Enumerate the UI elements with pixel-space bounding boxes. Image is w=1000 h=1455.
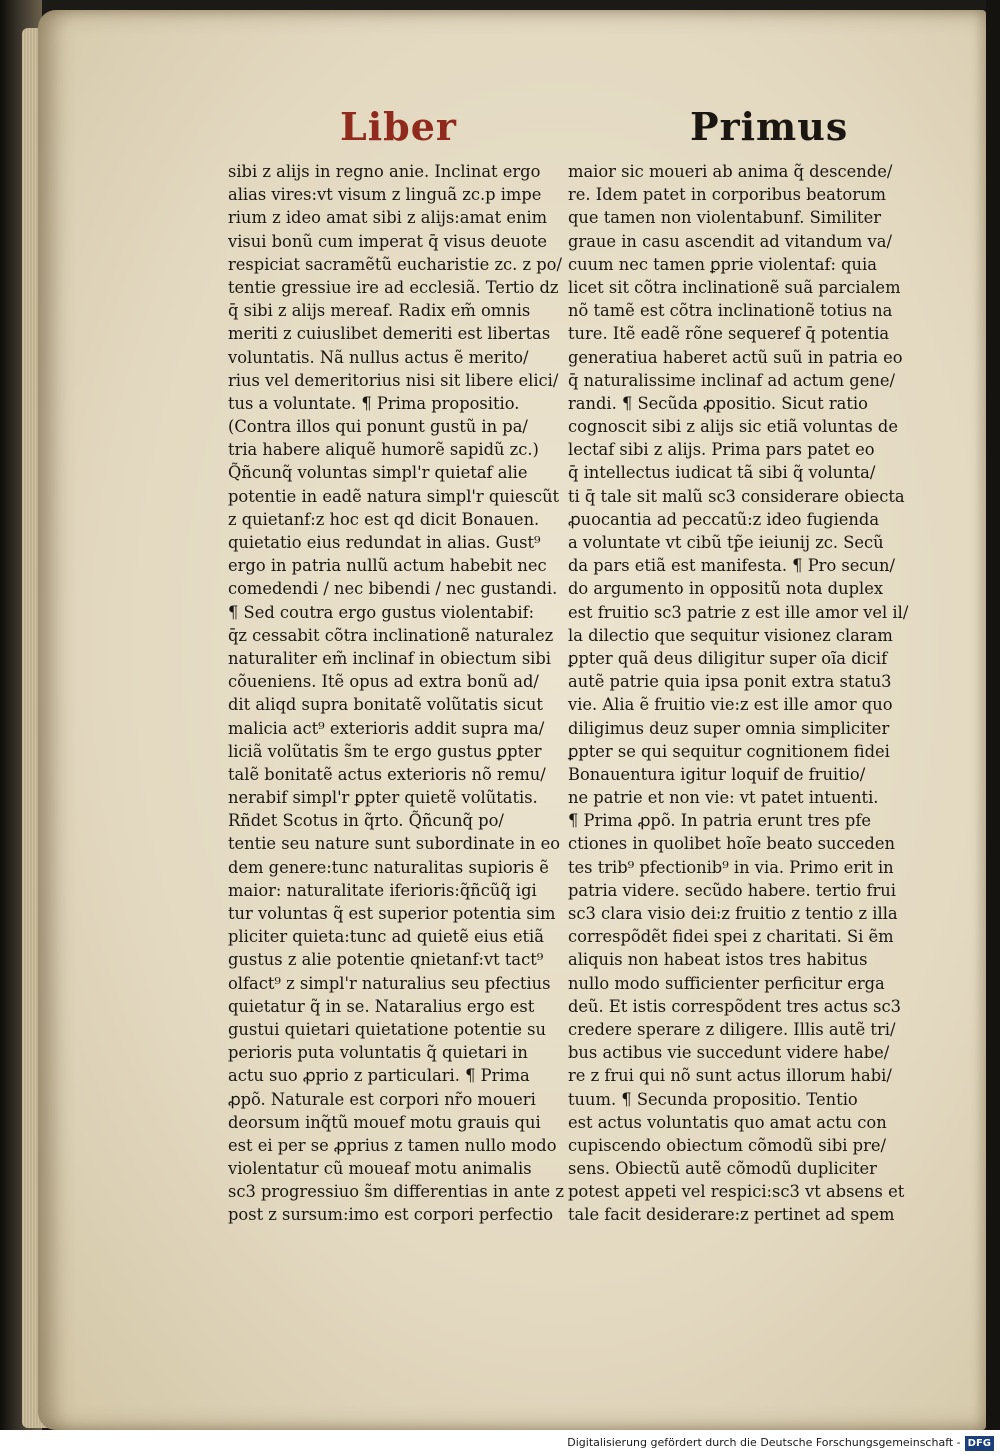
text-line: q̄ intellectus iudicat tã sibi q̃ volunta/ <box>568 463 876 483</box>
text-column-right <box>568 160 913 1227</box>
text-line: dem genere:tunc naturalitas supioris ẽ <box>228 857 549 877</box>
text-line: nullo modo sufficienter perficitur erga <box>568 973 885 993</box>
running-head-right <box>690 104 848 149</box>
text-line: sens. Obiectũ autẽ cõmodũ dupliciter <box>568 1159 877 1179</box>
text-line: lectaf sibi z alijs. Prima pars patet eo <box>568 440 875 460</box>
text-line: malicia act⁹ exterioris addit supra ma/ <box>228 718 545 738</box>
text-line: do argumento in oppositũ nota duplex <box>568 579 884 599</box>
text-line: est ei per se ꝓprius z tamen nullo modo <box>228 1135 557 1155</box>
text-line: maior sic moueri ab anima q̃ descende/ <box>568 162 893 181</box>
text-line: rium z ideo amat sibi z alijs:amat enim <box>228 208 548 228</box>
text-line: q̄z cessabit cõtra inclinationẽ naturalez <box>228 625 554 645</box>
text-line: sibi z alijs in regno anie. Inclinat ergo <box>228 162 541 181</box>
text-line: z quietanf:z hoc est qd dicit Bonauen. <box>228 509 540 529</box>
text-line: meriti z cuiuslibet demeriti est libertas <box>228 324 551 344</box>
text-line: tentie gressiue ire ad ecclesiã. Tertio dz <box>228 277 559 297</box>
text-line: ture. Itẽ eadẽ rõne sequeref q̄ potentia <box>568 324 890 344</box>
text-line: Bonauentura igitur loquif de fruitio/ <box>568 764 866 784</box>
text-line: randi. ¶ Secũda ꝓpositio. Sicut ratio <box>568 393 868 413</box>
text-line: gustui quietari quietatione potentie su <box>228 1019 546 1039</box>
text-line: q̄ naturalissime inclinaf ad actum gene/ <box>568 370 895 390</box>
running-head-left <box>340 104 457 149</box>
text-line: actu suo ꝓprio z particulari. ¶ Prima <box>228 1066 530 1086</box>
text-line: ergo in patria nullũ actum habebit nec <box>228 556 547 576</box>
text-column-left <box>228 160 564 1227</box>
text-line: ¶ Prima ꝓpõ. In patria erunt tres pfe <box>568 811 872 831</box>
text-line: ¶ Sed coutra ergo gustus violentabif: <box>228 602 535 622</box>
text-line: re z frui qui nõ sunt actus illorum habi/ <box>568 1066 892 1086</box>
text-line: la dilectio que sequitur visionez claram <box>568 625 893 645</box>
text-line: ti q̄ tale sit malũ sc3 considerare obiecta <box>568 486 905 506</box>
text-line: ne patrie et non vie: vt patet intuenti. <box>568 788 879 808</box>
text-line: maior: naturalitate iferioris:q̃ñcũq̃ igi <box>228 880 537 900</box>
text-line: nõ tamẽ est cõtra inclinationẽ totius na <box>568 301 893 321</box>
text-line: liciã volũtatis s̃m te ergo gustus ꝑpter <box>228 741 542 761</box>
text-line: correspõdẽt fidei spei z charitati. Si ẽm <box>568 927 894 947</box>
text-line: alias vires:vt visum z linguã zc.p impe <box>228 185 542 205</box>
digitization-footer <box>0 1430 1000 1455</box>
text-line: post z sursum:imo est corpori perfectio <box>228 1205 554 1225</box>
text-line: nerabif simpl'r ꝑpter quietẽ volũtatis. <box>228 788 538 808</box>
text-line: ꝓuocantia ad peccatũ:z ideo fugienda <box>568 509 880 529</box>
text-line: perioris puta voluntatis q̃ quietari in <box>228 1043 528 1063</box>
text-line: olfact⁹ z simpl'r naturalius seu pfectius <box>228 973 551 993</box>
text-line: dit aliqd supra bonitatẽ volũtatis sicut <box>228 695 543 715</box>
text-line: tale facit desiderare:z pertinet ad spem <box>568 1205 895 1225</box>
text-line: sc3 progressiuo s̃m differentias in ante z <box>228 1182 564 1202</box>
text-line: diligimus deuz super omnia simpliciter <box>568 718 890 738</box>
text-line: quietatio eius redundat in alias. Gust⁹ <box>228 533 541 552</box>
running-head-right-text: Primus <box>690 104 849 149</box>
text-line: Q̃ñcunq̃ voluntas simpl'r quietaf alie <box>228 463 528 483</box>
text-line: re. Idem patet in corporibus beatorum <box>568 185 886 205</box>
text-line: quietatur q̃ in se. Nataralius ergo est <box>228 996 535 1016</box>
text-line: vie. Alia ẽ fruitio vie:z est ille amor quo <box>568 695 893 715</box>
text-line: autẽ patrie quia ipsa ponit extra statu3 <box>568 672 892 692</box>
text-line: naturaliter em̃ inclinaf in obiectum sibi <box>228 648 552 668</box>
text-line: licet sit cõtra inclinationẽ suã parcialem <box>568 277 901 297</box>
text-line: rius vel demeritorius nisi sit libere elici/ <box>228 370 559 390</box>
text-line: potentie in eadẽ natura simpl'r quiescũt <box>228 486 560 506</box>
text-line: patria videre. secũdo habere. tertio frui <box>568 880 896 900</box>
text-line: q̄ sibi z alijs mereaf. Radix em̃ omnis <box>228 301 531 321</box>
text-line: tuum. ¶ Secunda propositio. Tentio <box>568 1089 858 1109</box>
text-line: bus actibus vie succedunt videre habe/ <box>568 1043 890 1063</box>
text-line: tur voluntas q̃ est superior potentia sim <box>228 904 556 923</box>
text-line: cupiscendo obiectum cõmodũ sibi pre/ <box>568 1135 886 1155</box>
text-line: talẽ bonitatẽ actus exterioris nõ remu/ <box>228 764 546 784</box>
footer-text: Digitalisierung gefördert durch die Deutsche Forschungsgemeinschaft - <box>567 1436 961 1449</box>
text-line: tes trib⁹ pfectionib⁹ in via. Primo erit in <box>568 857 894 877</box>
text-line: est fruitio sc3 patrie z est ille amor vel il/ <box>568 602 909 622</box>
text-line: tria habere aliquẽ humorẽ sapidũ zc.) <box>228 440 539 460</box>
text-line: ꝓpõ. Naturale est corpori nr̃o moueri <box>228 1089 536 1109</box>
text-line: ꝑpter se qui sequitur cognitionem fidei <box>568 741 890 761</box>
text-line: cuum nec tamen ꝑprie violentaf: quia <box>568 254 877 274</box>
running-head-left-text: Liber <box>340 104 457 149</box>
text-line: pliciter quieta:tunc ad quietẽ eius etiã <box>228 927 544 947</box>
text-line: a voluntate vt cibũ tp̃e ieiunij zc. Secũ <box>568 533 884 552</box>
text-line: tus a voluntate. ¶ Prima propositio. <box>228 393 520 413</box>
text-line: violentatur cũ moueaf motu animalis <box>228 1159 532 1179</box>
text-line: generatiua haberet actũ suũ in patria eo <box>568 347 903 367</box>
text-line: aliquis non habeat istos tres habitus <box>568 950 868 970</box>
text-line: deũ. Et istis correspõdent tres actus sc3 <box>568 996 902 1016</box>
text-line: respiciat sacramẽtũ eucharistie zc. z po/ <box>228 254 562 274</box>
right-background <box>986 0 1000 1430</box>
text-line: da pars etiã est manifesta. ¶ Pro secun/ <box>568 556 895 576</box>
text-line: sc3 clara visio dei:z fruitio z tentio z illa <box>568 904 898 923</box>
text-line: visui bonũ cum imperat q̄ visus deuote <box>228 231 548 251</box>
text-line: deorsum inq̃tũ mouef motu grauis qui <box>228 1112 541 1132</box>
text-line: potest appeti vel respici:sc3 vt absens et <box>568 1182 905 1202</box>
text-line: ꝑpter quã deus diligitur super oĩa dicif <box>568 648 888 668</box>
text-line: cognoscit sibi z alijs sic etiã voluntas de <box>568 417 898 437</box>
text-line: gustus z alie potentie qnietanf:vt tact⁹ <box>228 950 544 970</box>
text-line: que tamen non violentabunf. Similiter <box>568 208 882 228</box>
text-line: cõueniens. Itẽ opus ad extra bonũ ad/ <box>228 672 539 692</box>
text-line: Rñdet Scotus in q̃rto. Q̃ñcunq̃ po/ <box>228 811 504 831</box>
text-line: graue in casu ascendit ad vitandum va/ <box>568 231 892 251</box>
text-line: est actus voluntatis quo amat actu con <box>568 1112 887 1132</box>
text-line: credere sperare z diligere. Illis autẽ tri/ <box>568 1019 896 1039</box>
text-line: (Contra illos qui ponunt gustũ in pa/ <box>228 417 528 437</box>
text-line: voluntatis. Nã nullus actus ẽ merito/ <box>228 347 529 367</box>
text-line: tentie seu nature sunt subordinate in eo <box>228 834 561 854</box>
text-line: ctiones in quolibet hoĩe beato succeden <box>568 834 895 854</box>
dfg-logo-badge: DFG <box>965 1436 994 1451</box>
text-line: comedendi / nec bibendi / nec gustandi. <box>228 579 558 599</box>
